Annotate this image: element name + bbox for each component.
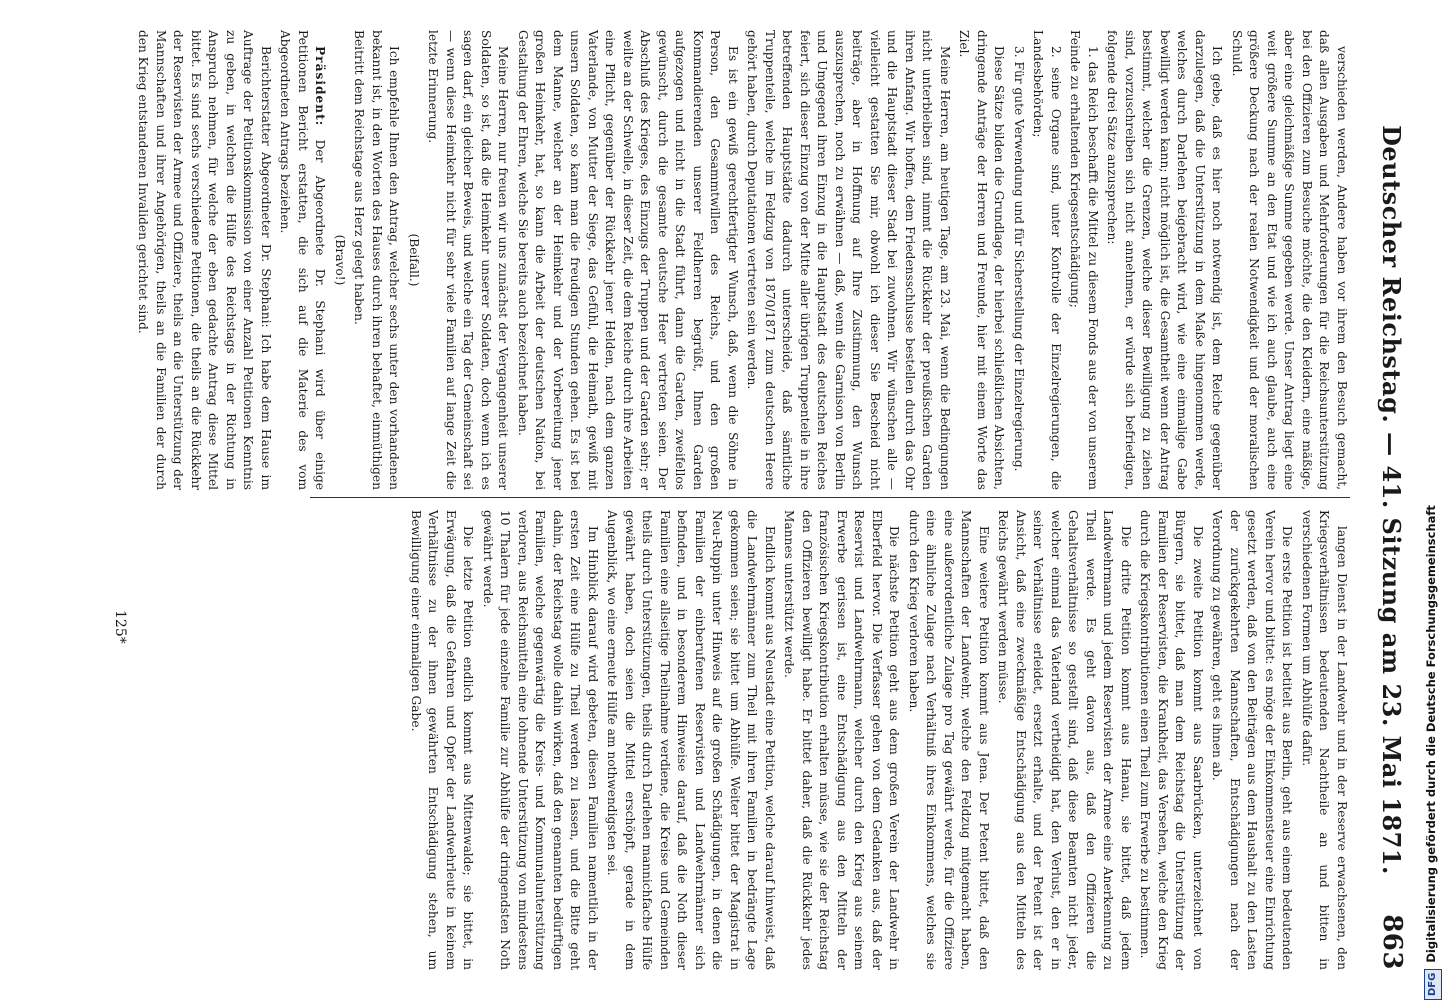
paragraph: Die erste Petition ist betitelt aus Berlin, geht aus einem bedeutenden Verein hervor und bittet: es möge der Einkommensteuer eine Einrichtung gesetzt werden, daß von den Beiträgen aus dem Haushalt zu den Lasten der zurückgekehrten Mannschaften, Entschädigungen nach der Verordnung zu gewähren, geht es ihnen ab. [1210,510,1295,970]
page-content [90,0,1420,1000]
paragraph: Die letzte Petition endlich kommt aus Mittenwalde; sie bittet, in Erwägung, daß die Gefahren und Opfer der Landwehrleute in keinem Verhältnisse zu der ihnen gewährten Entschädigung stehen, um Bewilligung einer einmaligen Gabe. [409,510,476,970]
scanned-page [90,0,1420,1000]
paragraph: Eine weitere Petition kommt aus Jena. Der Petent bittet, daß den Mannschaften der Landwehr, welche den Feldzug mitgemacht haben, eine außerordentliche Zulage pro Tag gewährt werde, für die Offiziere eine ähnliche Zulage nach Verhältniß ihres Einkommens, welches sie durch den Krieg verloren haben. [907,510,991,970]
paragraph: Es ist ein gewiß gerechtfertigter Wunsch, daß, wenn die Söhne in Person, den Gesammtwillen des Reichs, und den großen Kommandierenden unserer Feldherren begrüßt, Ihnen Garden aufgezogen und nicht in die Stadt führt, dann die Garden, zweifellos gewünscht, durch die gesamte deutsche Heer vertreten seien. Der Abschluß des Krieges, des Einzugs der Truppen und der Garden sehr; er weilte an der Schwelle, in dieser Zeit, die dem Reiche durch ihre Arbeiten eine Pflicht, gegenüber der Rückkehr jener Helden, nach dem ganzen Vaterlande, von Mutter der Siege, das Gefühl, die Heimath, gewiß mit unsern Soldaten, so kann man die freudigen Stunden gehen. Es ist bei dem Manne, welcher an der Heimkehr und der Vorbereitung jener großen Heimkehr, hat, so kann die Arbeit der deutschen Nation, bei Gestaltung der Ehren, welche Sie bereits auch bezeichnet haben. [516,30,740,490]
paragraph: Meine Herren, am heutigen Tage, am 23. Mai, wenn die Bedingungen nicht unterbleiben sind, nimmt die Rückkehr der preußischen Garden ihren Anfang. Wir hoffen, dem Friedensschlusse bestellen durch das Ohr und die Hauptstadt dieser Stadt bei zuwohnen. Wir wünschen alle — vielleicht gestatten Sie mir, obwohl ich dieser Sie Bescheid nicht beiträge, aber in Hoffnung auf Ihre Zustimmung, den Wunsch auszusprechen, noch zu erwähnen — daß, wenn die Garnison von Berlin und Umgegend ihren Einzug in die Hauptstadt des deutschen Reiches feiert, sich dieser Einzug von der Mitte aller übrigen Truppenteile in ihre betreffenden Hauptstädte dadurch unterscheide, daß sämtliche Truppenteile, welche im Feldzug von 1870/1871 zum deutschen Heere gehört haben, durch Deputationen vertreten sein werden. [745,30,952,490]
paragraph: langen Dienst in der Landwehr und in der Reserve erwachsenen, den Kriegsverhältnissen bedeutenden Nachtheile an und bitten in verschiedenen Formen um Abhülfe dafür. [1300,510,1349,970]
credit-text: Digitalisierung gefördert durch die Deutsche Forschungsgemeinschaft [1424,505,1438,963]
header-session: 41. Sitzung am 23. Mai 1871. [1377,465,1407,875]
dfg-logo-icon: DFG [1424,969,1442,1000]
paragraph: Diese Sätze bilden die Grundlage, der hierbei schließlichen Absichten, dringende Anträge der Herren und Freunde, hier mit einem Worte das Ziel. [957,30,1007,490]
bravo-note: (Bravo!) [333,234,347,286]
paragraph: Die nächste Petition geht aus dem großen Verein der Landwehr in Elberfeld hervor. Die Verfasser gehen von dem Gedanken aus, daß der Reservist und Landwehrmann, welcher durch den Krieg aus seinem Erwerbe gerissen ist, eine Entschädigung aus den Mitteln der französischen Kriegskontribution erhalten müsse, wie sie der Reichstag den Offizieren bewilligt habe. Er bittet daher, daß die Rückkehr jedes Mannes unterstützt werde. [782,510,902,970]
list-item: 3. Für gute Verwendung und für Sicherstellung der Einzelregierung. [1012,46,1026,472]
credit-text-line [1423,505,1442,1000]
left-column [120,30,1350,490]
paragraph: Ich empfehle Ihnen den Antrag, welcher sechs unter den vorhandenen bekannt ist, in den Worten des Hauses durch ihren behaftet, einmüthigen Beitritt dem Reichstage aus Herz gelegt haben. [352,30,402,490]
paragraph: Berichterstatter Abgeordneter Dr. Stephani: Ich habe dem Hause im Auftrage der Petitionskommission von einer Anzahl Petitionen Kenntnis zu geben, in welchen die Hülfe des Reichstags in der Richtung in Anspruch nehmen, für welche der eben gedachte Antrag diese Mittel bittet. Es sind sechs verschiedene Petitionen, die theils an die Rückkehr der Reservisten der Armee und Offiziere, theils an die Unterstützung der Mannschaften und ihrer Angehörigen, theils an die Familien der durch den Krieg entstandenen Invaliden gerichtet sind. [136,30,273,490]
header-publication: Deutscher Reichstag. — [1377,125,1407,457]
sheet-mark: 125* [112,610,128,644]
paragraph: verschieden werden, Andere haben vor ihrem den Besuch gemacht, daß allen Ausgaben und Mehrforderungen für die Reichsunterstützung bei den Offizieren zum Besuche möchte, die den Kleidern, eine mäßige, aber eine gleichmäßige Summe gegeben werde. Unser Antrag liegt eine weit größere Summe an den Etat und wie ich auch glaube, auch eine größere Deckung nach der realen Notwendigkeit und der moralischen Schuld. [1230,30,1349,490]
paragraph: Die dritte Petition kommt aus Hanau, sie bittet, daß jedem Landwehrmann und jedem Reservisten der Armee eine Anerkennung zu Theil werde. Es geht davon aus, daß den Offizieren die Gehaltsverhältnisse so gestellt sind, daß diese Beamten nicht jeder, welcher einmal das Vaterland vertheidigt hat, den Verlust, den er in seiner Verhältnisse erleidet, ersetzt erhalte, und der Petent ist der Ansicht, daß eine zweckmäßige Entschädigung aus den Mitteln des Reichs gewährt werden müsse. [996,510,1133,970]
page-number: 863 [1377,914,1407,970]
speaker-label: Präsident: [313,46,328,127]
column-divider [310,497,1350,498]
paragraph: Meine Herren, nur freuen wir uns zunächst der Vergangenheit unserer Soldaten, so ist, daß die Heimkehr unserer Soldaten, doch wenn ich es sagen darf, ein gleicher Beweis, und welche ein Tag der Gemeinschaft sei — wenn diese Heimkehr nicht für sehr viele Familien auf lange Zeit die letzte Erinnerung. [426,30,511,490]
list-item: 1. das Reich beschafft die Mittel zu diesem Fonds aus der von unserem Feinde zu erhaltenden Kriegsentschädigung; [1068,30,1100,490]
applause-note: (Beifall.) [407,233,421,287]
right-column [120,510,1350,970]
paragraph-text: Der Abgeordnete Dr. Stephani wird über einige Petitionen Bericht erstatten, die sich auf die Materie des vom Abgeordneten Antrags beziehen. [278,30,328,490]
paragraph: Ich gebe, daß es hier noch notwendig ist, dem Reiche gegenüber darzulegen, daß die Unterstützung in dem Maße hingenommen werde, welches durch Darlehen beigebracht wird, wie eine einmalige Gabe bewilligt werden kann; nicht möglich ist, die Gesamtheit wenn der Antrag bestimmt, welcher die Grenzen, welche dieser Bewilligung zu ziehen sind, vorzuschreiben sich nicht annehmen, er würde sich befriedigen, folgende drei Sätze anzusprechen: [1105,30,1225,490]
page-header [1372,30,1412,970]
paragraph: Im Hinblick darauf wird gebeten, diesen Familien namentlich in der ersten Zeit eine Hülfe zu Theil werden zu lassen, und die Bitte geht dahin, der Reichstag wolle dahin wirken, daß den genannten bedürftigen Familien, welche gegenwärtig die Kreis- und Kommunalunterstützung verloren, aus Reichsmitteln eine lohnende Unterstützung von mindestens 10 Thalern für jede einzelne Familie zur Abhülfe der dringendsten Noth gewährt werde. [481,510,600,970]
paragraph [276,30,329,490]
paragraph: Endlich kommt aus Neustadt eine Petition, welche darauf hinweist, daß die Landwehrmänner zum Theil mit ihren Familien in bedrängte Lage gekommen seien; sie bittet um Abhülfe. Weiter bittet der Magistrat in Neu-Ruppin unter Hinweis auf die großen Schädigungen, in denen die Familien der einberufenen Reservisten und Landwehrmänner sich befinden, und in besonderem Hinweise darauf, daß die Noth dieser Familien eine allseitige Theilnahme verdiene, die Kreise und Gemeinden theils durch Unterstützungen, theils durch Darlehen mannichfache Hülfe gewährt haben, doch seien die Mittel erschöpft, gerade in dem Augenblick, wo eine erneute Hülfe am nothwendigsten sei. [605,510,777,970]
list-item: 2. seine Organe sind, unter Kontrolle der Einzelregierungen, die Landesbehörden; [1031,30,1063,490]
paragraph: Die zweite Petition kommt aus Saarbrücken, unterzeichnet von Bürgern, sie bittet, daß man dem Reichstag die Unterstützung der Familien der Reservisten, die Krankheit, das Versehen, welche den Krieg durch die Kriegskontributionen einen Theil zum Erwerbe zu bestimmen. [1138,510,1205,970]
